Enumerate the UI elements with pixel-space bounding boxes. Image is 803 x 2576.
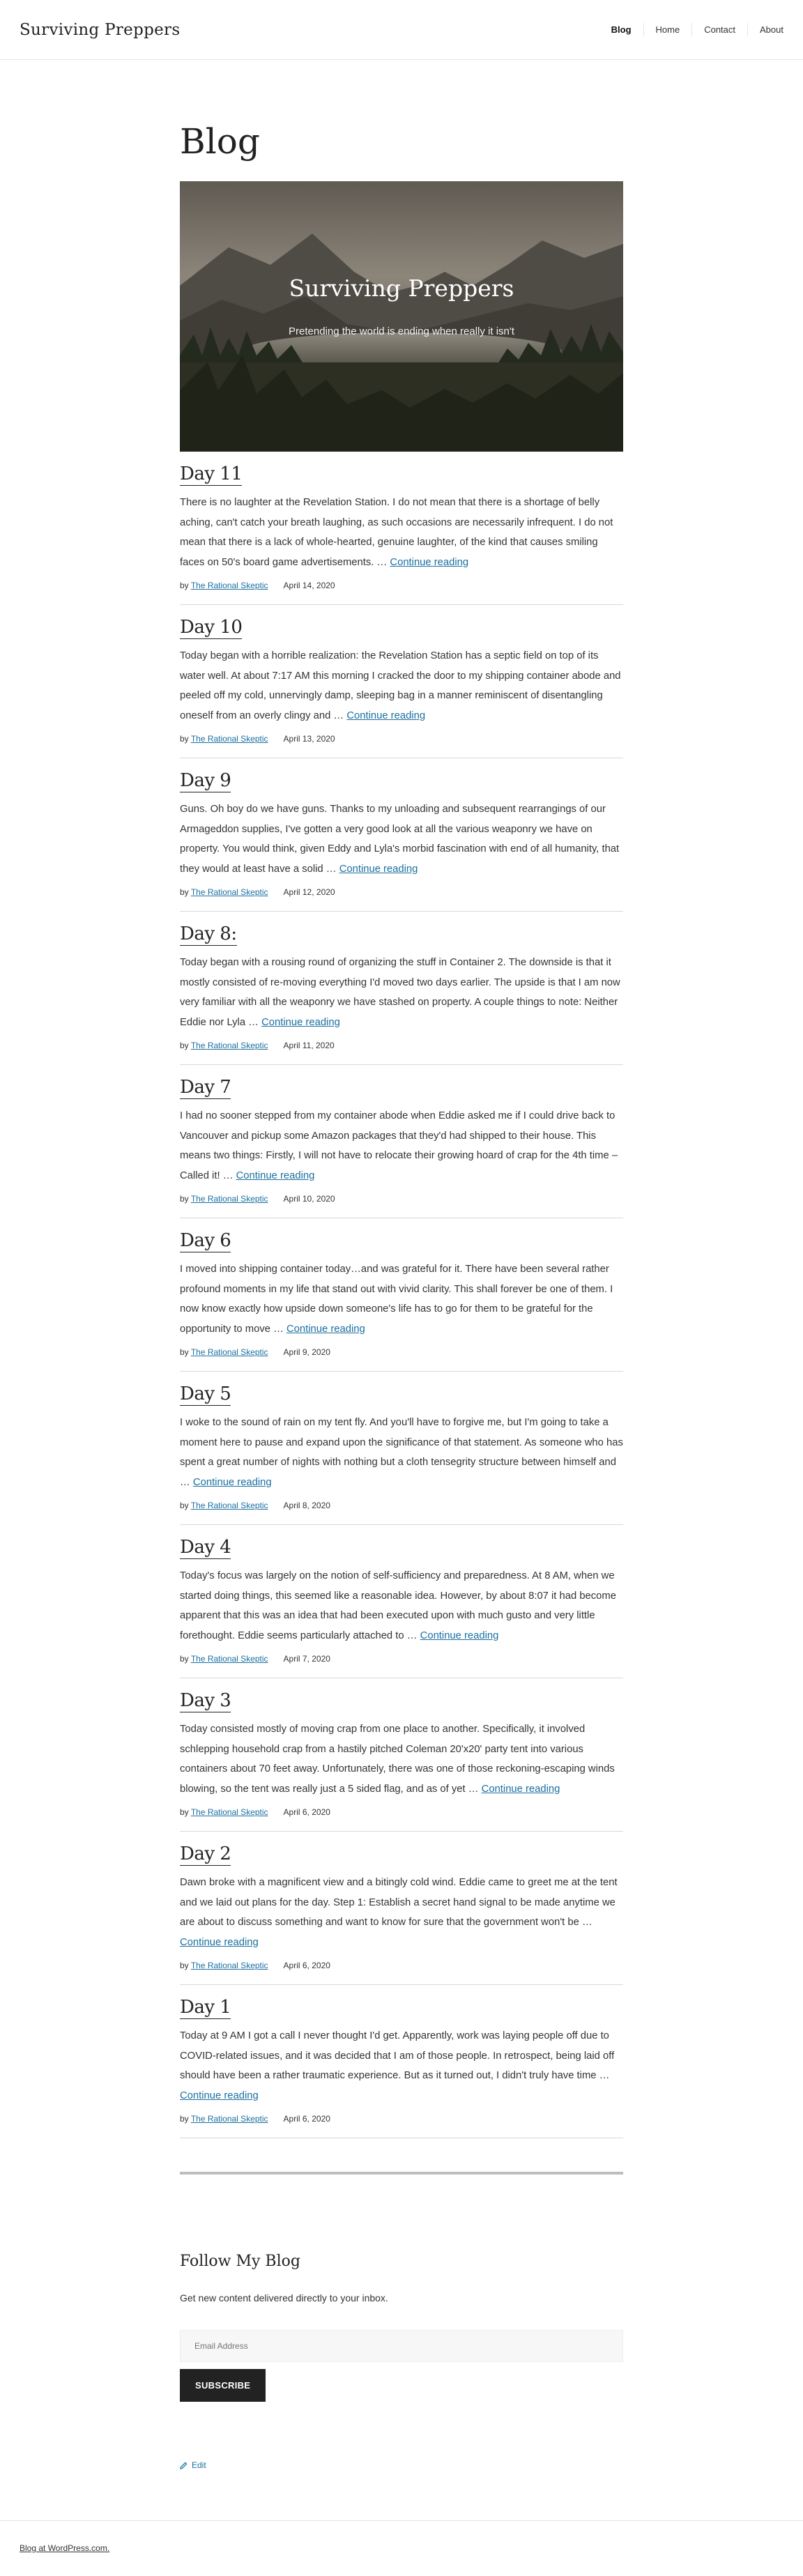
post-byline: by bbox=[180, 1961, 189, 1970]
nav-item-contact[interactable]: Contact bbox=[691, 23, 747, 37]
post-excerpt bbox=[180, 1719, 623, 1799]
follow-widget-text: Get new content delivered directly to your inbox. bbox=[180, 2292, 388, 2303]
post-excerpt bbox=[180, 1873, 623, 1952]
author-link[interactable]: The Rational Skeptic bbox=[190, 887, 268, 897]
post-title[interactable]: Day 4 bbox=[180, 1537, 231, 1558]
hero-tagline: Pretending the world is ending when really it isn't bbox=[289, 325, 514, 337]
footer-credit-link[interactable]: Blog at WordPress.com. bbox=[20, 2543, 110, 2553]
post-title[interactable]: Day 5 bbox=[180, 1383, 231, 1404]
post-date[interactable]: April 13, 2020 bbox=[283, 734, 335, 744]
post-date[interactable]: April 10, 2020 bbox=[283, 1194, 335, 1204]
post-title[interactable]: Day 2 bbox=[180, 1843, 231, 1864]
post-excerpt-text: Today at 9 AM I got a call I never thought I'd get. Apparently, work was laying people off due to COVID-related issues, and it was decided that I am of those people. In retrospect, being laid off should have been a rather traumatic experience. But as it turned out, I didn't truly have time … bbox=[180, 2030, 615, 2081]
hero-title: Surviving Preppers bbox=[289, 275, 514, 302]
post-day-5 bbox=[180, 1372, 623, 1525]
post-excerpt bbox=[180, 2026, 623, 2106]
site-footer bbox=[0, 2520, 803, 2576]
continue-reading-link[interactable]: Continue reading bbox=[481, 1783, 560, 1795]
post-meta bbox=[180, 1961, 623, 1970]
pencil-icon bbox=[180, 2462, 188, 2469]
post-byline: by bbox=[180, 1501, 189, 1510]
post-day-8 bbox=[180, 912, 623, 1065]
post-meta bbox=[180, 581, 623, 590]
author-link[interactable]: The Rational Skeptic bbox=[190, 2114, 268, 2124]
post-date[interactable]: April 9, 2020 bbox=[283, 1347, 330, 1357]
follow-widget-title: Follow My Blog bbox=[180, 2253, 300, 2270]
page-title: Blog bbox=[180, 121, 260, 162]
post-day-6 bbox=[180, 1218, 623, 1372]
post-title[interactable]: Day 7 bbox=[180, 1077, 231, 1098]
post-day-4 bbox=[180, 1525, 623, 1678]
post-meta bbox=[180, 734, 623, 744]
section-divider bbox=[180, 2172, 623, 2175]
continue-reading-link[interactable]: Continue reading bbox=[390, 556, 469, 568]
hero-landscape-image bbox=[180, 181, 623, 452]
post-byline: by bbox=[180, 1194, 189, 1204]
post-byline: by bbox=[180, 734, 189, 744]
post-meta bbox=[180, 1501, 623, 1510]
post-date[interactable]: April 7, 2020 bbox=[283, 1654, 330, 1664]
post-excerpt-text: Today began with a rousing round of organizing the stuff in Container 2. The downside is that it mostly consisted of re-moving everything I'd moved two days earlier. The upside is that I am now very familiar with all the weaponry we have stashed on property. A couple things to note: Neither Eddie nor Lyla … bbox=[180, 957, 620, 1028]
nav-item-blog[interactable]: Blog bbox=[611, 24, 632, 35]
continue-reading-link[interactable]: Continue reading bbox=[192, 1476, 272, 1488]
post-byline: by bbox=[180, 1807, 189, 1817]
continue-reading-link[interactable]: Continue reading bbox=[286, 1323, 365, 1335]
post-title[interactable]: Day 10 bbox=[180, 617, 243, 638]
edit-link[interactable] bbox=[180, 2460, 623, 2470]
post-excerpt bbox=[180, 1413, 623, 1492]
post-excerpt-text: I woke to the sound of rain on my tent fly. And you'll have to forgive me, but I'm going to take a moment here to pause and expand upon the significance of that statement. As someone who has spent a great number of nights with nothing but a cloth tensegrity structure between himself and … bbox=[180, 1417, 623, 1488]
post-date[interactable]: April 6, 2020 bbox=[283, 1807, 330, 1817]
post-excerpt bbox=[180, 646, 623, 726]
post-excerpt-text: Today began with a horrible realization: the Revelation Station has a septic field on top of its water well. At about 7:17 AM this morning I cracked the door to my shipping container abode and peeled off my cold, unnervingly damp, sleeping bag in a manner reminiscent of disentangling oneself from an overly clingy and … bbox=[180, 650, 621, 721]
post-meta bbox=[180, 1041, 623, 1050]
post-date[interactable]: April 6, 2020 bbox=[283, 1961, 330, 1970]
subscribe-button[interactable]: SUBSCRIBE bbox=[180, 2369, 266, 2402]
post-title[interactable]: Day 8: bbox=[180, 923, 237, 944]
author-link[interactable]: The Rational Skeptic bbox=[190, 1807, 268, 1817]
post-excerpt-text: I had no sooner stepped from my container abode when Eddie asked me if I could drive back to Vancouver and pickup some Amazon packages that they'd had shipped to their house. This means two things: Firstly, I will not have to relocate their growing hoard of crap for the 4th time – Called it! … bbox=[180, 1110, 618, 1181]
post-excerpt bbox=[180, 953, 623, 1032]
post-day-7 bbox=[180, 1065, 623, 1218]
post-excerpt bbox=[180, 1259, 623, 1339]
post-excerpt-text: There is no laughter at the Revelation Station. I do not mean that there is a shortage of belly aching, can't catch your breath laughing, as such occasions are necessarily infrequent. I do not mean that there is a lack of whole-hearted, genuine laughter, of the kind that causes smiling faces on 50's board game advertisements. … bbox=[180, 497, 613, 568]
post-day-11 bbox=[180, 452, 623, 605]
post-date[interactable]: April 6, 2020 bbox=[283, 2114, 330, 2124]
author-link[interactable]: The Rational Skeptic bbox=[190, 581, 268, 590]
continue-reading-link[interactable]: Continue reading bbox=[339, 863, 418, 875]
nav-item-home[interactable]: Home bbox=[643, 23, 692, 37]
post-meta bbox=[180, 1194, 623, 1204]
post-excerpt bbox=[180, 799, 623, 879]
main-nav bbox=[599, 23, 783, 37]
post-byline: by bbox=[180, 1654, 189, 1664]
author-link[interactable]: The Rational Skeptic bbox=[190, 1194, 268, 1204]
main-content bbox=[180, 103, 623, 2470]
continue-reading-link[interactable]: Continue reading bbox=[180, 2090, 259, 2101]
post-excerpt bbox=[180, 1106, 623, 1186]
post-meta bbox=[180, 1807, 623, 1817]
site-title[interactable]: Surviving Preppers bbox=[20, 20, 181, 39]
post-title[interactable]: Day 9 bbox=[180, 770, 231, 791]
continue-reading-link[interactable]: Continue reading bbox=[236, 1170, 315, 1181]
post-byline: by bbox=[180, 887, 189, 897]
post-byline: by bbox=[180, 1347, 189, 1357]
post-excerpt-text: Today consisted mostly of moving crap from one place to another. Specifically, it involved schlepping household crap from a hastily pitched Coleman 20'x20' party tent into various containers about 70 feet away. Unfortunately, there was one of those reckoning-escaping winds blowing, so the tent was really just a 5 sided flag, and as of yet … bbox=[180, 1724, 615, 1795]
edit-link-label: Edit bbox=[192, 2460, 206, 2470]
post-excerpt bbox=[180, 493, 623, 572]
author-link[interactable]: The Rational Skeptic bbox=[190, 1041, 268, 1050]
post-excerpt bbox=[180, 1566, 623, 1646]
follow-blog-widget bbox=[180, 2253, 623, 2402]
post-meta bbox=[180, 2114, 623, 2124]
post-day-10 bbox=[180, 605, 623, 758]
author-link[interactable]: The Rational Skeptic bbox=[190, 1501, 268, 1510]
post-date[interactable]: April 14, 2020 bbox=[283, 581, 335, 590]
post-title[interactable]: Day 1 bbox=[180, 1997, 231, 2018]
post-meta bbox=[180, 887, 623, 897]
post-title[interactable]: Day 11 bbox=[180, 463, 243, 484]
hero-banner bbox=[180, 181, 623, 452]
post-day-3 bbox=[180, 1678, 623, 1832]
post-date[interactable]: April 11, 2020 bbox=[283, 1041, 335, 1050]
post-byline: by bbox=[180, 2114, 189, 2124]
post-byline: by bbox=[180, 1041, 189, 1050]
continue-reading-link[interactable]: Continue reading bbox=[420, 1630, 499, 1641]
author-link[interactable]: The Rational Skeptic bbox=[190, 734, 268, 744]
post-excerpt-text: Today's focus was largely on the notion of self-sufficiency and preparedness. At 8 AM, when we started doing things, this seemed like a reasonable idea. However, by about 8:07 it had become apparent that this was an idea that had been executed upon with much gusto and very little forethought. Eddie seems particularly attached to … bbox=[180, 1570, 616, 1641]
post-excerpt-text: Guns. Oh boy do we have guns. Thanks to my unloading and subsequent rearrangings of our Armageddon supplies, I've gotten a very good look at all the various weaponry we have on property. You would think, given Eddy and Lyla's morbid fascination with end of all humanity, that they would at least have a solid … bbox=[180, 804, 620, 875]
author-link[interactable]: The Rational Skeptic bbox=[190, 1961, 268, 1970]
post-day-2 bbox=[180, 1832, 623, 1985]
author-link[interactable]: The Rational Skeptic bbox=[190, 1347, 268, 1357]
author-link[interactable]: The Rational Skeptic bbox=[190, 1654, 268, 1664]
post-excerpt-text: I moved into shipping container today…and was grateful for it. There have been several rather profound moments in my life that stand out with vivid clarity. This shall forever be one of them. I now know exactly how upside down someone's life has to go for them to be grateful for the opportunity to move … bbox=[180, 1264, 613, 1335]
post-day-1 bbox=[180, 1985, 623, 2138]
continue-reading-link[interactable]: Continue reading bbox=[346, 710, 426, 721]
email-field[interactable] bbox=[180, 2330, 623, 2362]
post-byline: by bbox=[180, 581, 189, 590]
post-meta bbox=[180, 1347, 623, 1357]
post-date[interactable]: April 8, 2020 bbox=[283, 1501, 330, 1510]
nav-item-about[interactable]: About bbox=[747, 23, 783, 37]
post-meta bbox=[180, 1654, 623, 1664]
continue-reading-link[interactable]: Continue reading bbox=[180, 1936, 259, 1948]
post-excerpt-text: Dawn broke with a magnificent view and a bitingly cold wind. Eddie came to greet me at the tent and we laid out plans for the day. Step 1: Establish a secret hand signal to be made anytime we are about to discuss something and want to know for sure that the government won't be … bbox=[180, 1877, 618, 1928]
post-day-9 bbox=[180, 758, 623, 912]
post-date[interactable]: April 12, 2020 bbox=[283, 887, 335, 897]
post-title[interactable]: Day 3 bbox=[180, 1690, 231, 1711]
site-header bbox=[0, 0, 803, 60]
continue-reading-link[interactable]: Continue reading bbox=[261, 1016, 340, 1028]
post-title[interactable]: Day 6 bbox=[180, 1230, 231, 1251]
